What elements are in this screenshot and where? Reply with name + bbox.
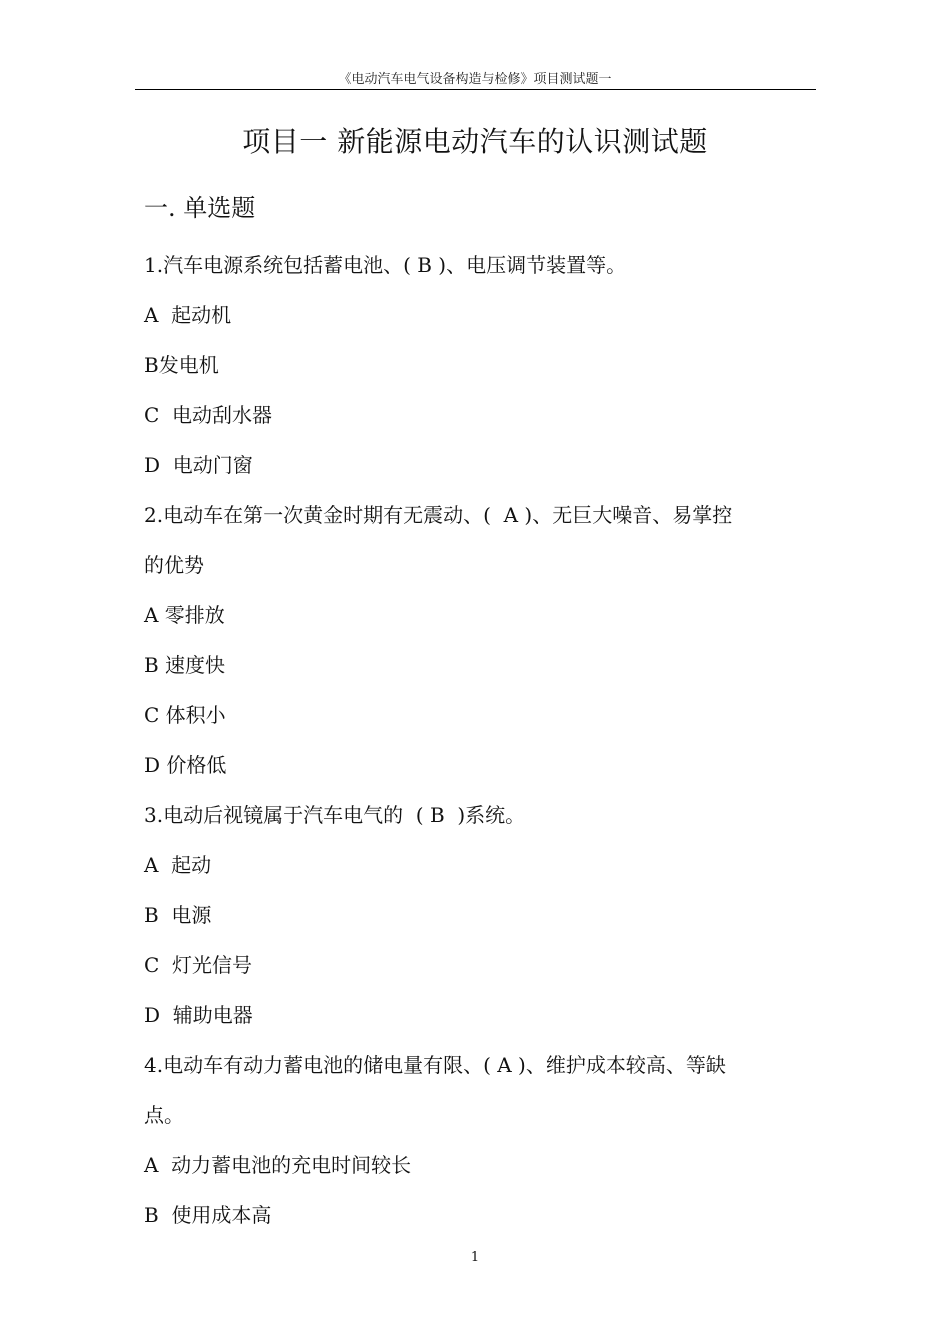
answer-option: B 电源 [144, 903, 212, 927]
answer-option: C 电动刮水器 [144, 403, 273, 427]
header-divider [135, 89, 816, 90]
answer-option: D 电动门窗 [144, 453, 253, 477]
answer-option: A 动力蓄电池的充电时间较长 [144, 1153, 412, 1177]
answer-option: A 起动机 [144, 303, 232, 327]
answer-option: D 价格低 [144, 753, 227, 777]
question-stem: 2.电动车在第一次黄金时期有无震动、( A )、无巨大噪音、易掌控 [144, 503, 733, 527]
question-list [144, 240, 816, 1240]
answer-option: B发电机 [144, 353, 219, 377]
running-header: 《电动汽车电气设备构造与检修》项目测试题一 [338, 72, 612, 87]
question-stem: 4.电动车有动力蓄电池的储电量有限、( A )、维护成本较高、等缺 [144, 1053, 726, 1077]
answer-option: D 辅助电器 [144, 1003, 253, 1027]
question-stem-continued: 的优势 [144, 553, 204, 577]
answer-option: B 速度快 [144, 653, 226, 677]
question-stem: 1.汽车电源系统包括蓄电池、( B )、电压调节装置等。 [144, 253, 627, 277]
question-stem: 3.电动后视镜属于汽车电气的 ( B )系统。 [144, 803, 526, 827]
answer-option: A 零排放 [144, 603, 225, 627]
page-title: 项目一 新能源电动汽车的认识测试题 [242, 125, 708, 158]
section-heading: 一. 单选题 [144, 194, 256, 222]
page-number: 1 [470, 1250, 480, 1265]
answer-option: A 起动 [144, 853, 212, 877]
answer-option: C 体积小 [144, 703, 226, 727]
answer-option: C 灯光信号 [144, 953, 253, 977]
answer-option: B 使用成本高 [144, 1203, 272, 1227]
question-stem-continued: 点。 [144, 1103, 184, 1127]
